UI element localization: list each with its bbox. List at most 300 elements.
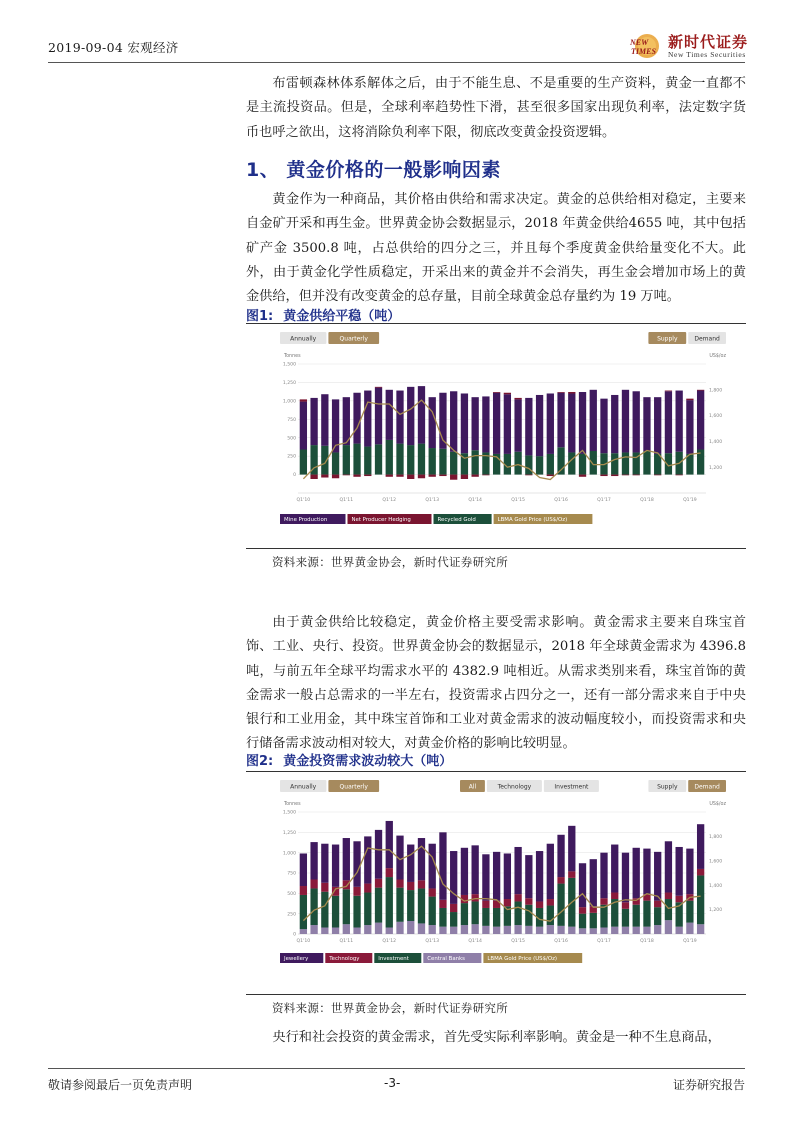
bar-jewellery xyxy=(310,842,317,879)
bar-recycled-gold xyxy=(525,455,532,474)
bar-central-banks xyxy=(353,927,360,934)
bar-recycled-gold xyxy=(611,453,618,474)
bar-investment xyxy=(600,905,607,928)
brand-name-cn: 新时代证券 xyxy=(668,33,749,51)
toggle-quarterly-button[interactable] xyxy=(328,780,379,792)
bar-jewellery xyxy=(429,844,436,889)
bar-net-producer-hedging xyxy=(633,475,640,476)
bar-investment xyxy=(633,905,640,927)
bar-mine-production xyxy=(643,397,650,451)
figure1-title: 黄金供给平稳（吨） xyxy=(283,309,401,324)
y-tick-label: 500 xyxy=(287,436,296,442)
bar-central-banks xyxy=(633,927,640,934)
x-tick-label: Q1'19 xyxy=(683,498,697,503)
footer-disclaimer: 敬请参阅最后一页免责声明 xyxy=(48,1078,193,1092)
bar-central-banks xyxy=(461,925,468,934)
bar-recycled-gold xyxy=(472,450,479,474)
bar-investment xyxy=(418,888,425,923)
bar-central-banks xyxy=(300,929,307,934)
bar-net-producer-hedging xyxy=(686,399,693,400)
y-tick-label: 1,250 xyxy=(282,830,296,836)
bar-central-banks xyxy=(547,925,554,934)
figure2-bottom-rule xyxy=(246,994,746,995)
figure2-number: 图2: xyxy=(246,754,274,769)
bar-net-producer-hedging xyxy=(321,475,328,478)
toggle-supply-button[interactable] xyxy=(648,332,686,344)
bar-mine-production xyxy=(386,390,393,440)
bar-jewellery xyxy=(482,854,489,900)
bar-mine-production xyxy=(686,400,693,454)
bar-technology xyxy=(536,901,543,908)
bar-technology xyxy=(321,883,328,892)
bar-recycled-gold xyxy=(343,445,350,474)
figure1-bottom-rule xyxy=(246,548,746,549)
bar-investment xyxy=(386,877,393,927)
svg-text:TIMES: TIMES xyxy=(631,47,656,56)
x-tick-label: Q1'14 xyxy=(468,498,482,503)
bar-jewellery xyxy=(407,845,414,882)
bar-jewellery xyxy=(654,852,661,901)
bar-net-producer-hedging xyxy=(461,475,468,479)
bar-mine-production xyxy=(482,396,489,452)
gold-price-line xyxy=(303,400,700,479)
bar-central-banks xyxy=(676,927,683,934)
bar-central-banks xyxy=(665,920,672,934)
bar-investment xyxy=(407,890,414,921)
bar-net-producer-hedging xyxy=(600,475,607,476)
y-axis-unit-left: Tonnes xyxy=(284,802,301,807)
bar-recycled-gold xyxy=(407,445,414,474)
bar-mine-production xyxy=(353,393,360,444)
bar-central-banks xyxy=(375,923,382,934)
intro-paragraph: 布雷顿森林体系解体之后，由于不能生息、不是重要的生产资料，黄金一直都不是主流投资品。但是，全球利率趋势性下滑，甚至很多国家出现负利率，法定数字货币也呼之欲出，这将消除负利率下限，彻底改变黄金投资逻辑。 xyxy=(246,76,746,140)
bar-jewellery xyxy=(439,832,446,900)
bar-investment xyxy=(429,897,436,925)
bar-jewellery xyxy=(568,826,575,872)
bar-central-banks xyxy=(321,927,328,934)
bar-recycled-gold xyxy=(568,452,575,474)
bar-net-producer-hedging xyxy=(300,399,307,401)
bar-investment xyxy=(525,905,532,926)
toggle-annually-button-label: Annually xyxy=(290,335,317,343)
bar-net-producer-hedging xyxy=(375,387,382,388)
bar-technology xyxy=(310,880,317,889)
bar-investment xyxy=(654,907,661,925)
bar-mine-production xyxy=(568,393,575,452)
bar-jewellery xyxy=(321,844,328,883)
bar-mine-production xyxy=(396,391,403,444)
y-axis-unit-left: Tonnes xyxy=(284,354,301,359)
x-tick-label: Q1'18 xyxy=(640,498,654,503)
bar-jewellery xyxy=(300,853,307,886)
bar-mine-production xyxy=(321,394,328,446)
toggle-demand-button[interactable] xyxy=(688,780,726,792)
bar-technology xyxy=(547,899,554,906)
bar-recycled-gold xyxy=(579,454,586,475)
supply-paragraph: 黄金作为一种商品，其价格由供给和需求决定。黄金的总供给相对稳定，主要来自金矿开采和再生金。世界黄金协会数据显示，2018 年黄金供给4655 吨，其中包括矿产金 3500.8 吨，占总供给的四分之三，并且每个季度黄金供给量变化不大。此外，由于黄金化学性质稳定，开采出来的黄金并不会消失，再生金会增加市场上的黄金供给，但并没有改变黄金的总存量，目前全球黄金总存量约为 19 万吨。 xyxy=(246,192,746,305)
toggle-quarterly-button[interactable] xyxy=(328,332,379,344)
bar-jewellery xyxy=(332,845,339,887)
y2-tick-label: 1,800 xyxy=(709,835,723,840)
bar-technology xyxy=(472,894,479,901)
bar-technology xyxy=(450,904,457,912)
brand-name-en: New Times Securities xyxy=(668,50,746,59)
bar-jewellery xyxy=(418,838,425,880)
bar-jewellery xyxy=(579,863,586,907)
bar-investment xyxy=(461,903,468,925)
x-tick-label: Q1'17 xyxy=(597,498,611,503)
bar-net-producer-hedging xyxy=(579,475,586,477)
figure1-number: 图1: xyxy=(246,309,274,324)
bar-central-banks xyxy=(364,925,371,934)
bar-technology xyxy=(622,902,629,909)
bar-net-producer-hedging xyxy=(654,475,661,476)
toggle-quarterly-button-label: Quarterly xyxy=(339,335,368,343)
bar-investment xyxy=(697,875,704,924)
y2-tick-label: 1,600 xyxy=(709,414,723,420)
bar-net-producer-hedging xyxy=(439,475,446,476)
closing-paragraph: 央行和社会投资的黄金需求，首先受实际利率影响。黄金是一种不生息商品， xyxy=(272,1030,721,1045)
y-tick-label: 750 xyxy=(287,417,296,423)
bar-mine-production xyxy=(493,393,500,454)
bar-recycled-gold xyxy=(450,452,457,475)
bar-technology xyxy=(429,888,436,896)
bar-central-banks xyxy=(439,927,446,934)
svg-text:NEW: NEW xyxy=(630,38,649,47)
bar-recycled-gold xyxy=(429,448,436,475)
bar-investment xyxy=(482,908,489,926)
bar-jewellery xyxy=(525,855,532,898)
bar-mine-production xyxy=(461,393,468,453)
figure1-top-rule xyxy=(246,323,746,324)
y-tick-label: 1,000 xyxy=(282,399,296,405)
bar-recycled-gold xyxy=(665,453,672,474)
y2-tick-label: 1,400 xyxy=(709,883,723,889)
bar-central-banks xyxy=(622,927,629,934)
bar-recycled-gold xyxy=(332,452,339,474)
bar-net-producer-hedging xyxy=(557,392,564,393)
bar-recycled-gold xyxy=(547,454,554,475)
bar-mine-production xyxy=(300,402,307,450)
figure1-chart xyxy=(276,328,730,526)
y-tick-label: 1,250 xyxy=(282,381,296,387)
filter-investment-button[interactable] xyxy=(544,780,599,792)
bar-investment xyxy=(343,889,350,924)
bar-technology xyxy=(525,898,532,905)
y-tick-label: 500 xyxy=(287,891,296,897)
bar-central-banks xyxy=(310,925,317,934)
filter-technology-button[interactable] xyxy=(487,780,542,792)
y2-tick-label: 1,200 xyxy=(709,908,723,914)
bar-net-producer-hedging xyxy=(343,475,350,476)
bar-mine-production xyxy=(590,390,597,451)
gold-price-line xyxy=(303,846,700,921)
bar-technology xyxy=(568,871,575,878)
bar-net-producer-hedging xyxy=(353,475,360,477)
legend-label: Central Banks xyxy=(427,956,466,962)
bar-central-banks xyxy=(611,927,618,934)
bar-net-producer-hedging xyxy=(450,475,457,480)
bar-investment xyxy=(622,909,629,927)
bar-recycled-gold xyxy=(396,444,403,475)
bar-mine-production xyxy=(429,397,436,448)
figure1-caption xyxy=(246,305,400,324)
bar-jewellery xyxy=(343,838,350,880)
header-divider xyxy=(48,62,745,63)
bar-jewellery xyxy=(375,830,382,879)
bar-technology xyxy=(611,893,618,900)
bar-technology xyxy=(514,894,521,901)
filter-all-button[interactable] xyxy=(460,780,485,792)
bar-central-banks xyxy=(493,927,500,934)
toggle-demand-button-label: Demand xyxy=(694,783,720,791)
y-tick-label: 750 xyxy=(287,871,296,877)
bar-central-banks xyxy=(654,925,661,934)
bar-mine-production xyxy=(600,399,607,454)
bar-central-banks xyxy=(343,924,350,934)
bar-technology xyxy=(676,896,683,903)
bar-mine-production xyxy=(611,395,618,453)
bar-jewellery xyxy=(557,835,564,877)
bar-jewellery xyxy=(493,852,500,901)
bar-recycled-gold xyxy=(439,449,446,475)
bar-technology xyxy=(697,869,704,876)
bar-jewellery xyxy=(590,859,597,906)
bar-recycled-gold xyxy=(375,444,382,474)
bar-technology xyxy=(418,880,425,888)
bar-recycled-gold xyxy=(300,450,307,475)
bar-mine-production xyxy=(557,393,564,448)
bar-recycled-gold xyxy=(386,440,393,475)
x-tick-label: Q1'16 xyxy=(554,939,568,944)
bar-mine-production xyxy=(536,395,543,456)
bar-net-producer-hedging xyxy=(622,475,629,476)
footer-report-type: 证券研究报告 xyxy=(673,1078,746,1092)
y-tick-label: 0 xyxy=(293,473,296,479)
y-tick-label: 250 xyxy=(287,454,296,460)
bar-mine-production xyxy=(450,391,457,451)
bar-jewellery xyxy=(665,841,672,892)
bar-jewellery xyxy=(633,848,640,898)
x-tick-label: Q1'19 xyxy=(683,939,697,944)
filter-all-button-label: All xyxy=(468,783,477,791)
bar-investment xyxy=(643,901,650,927)
bar-central-banks xyxy=(514,925,521,934)
bar-central-banks xyxy=(418,923,425,934)
bar-technology xyxy=(386,868,393,877)
bar-net-producer-hedging xyxy=(407,475,414,479)
bar-investment xyxy=(375,888,382,923)
bar-jewellery xyxy=(364,836,371,883)
bar-net-producer-hedging xyxy=(396,475,403,477)
header-date-section: 2019-09-04 宏观经济 xyxy=(48,40,179,55)
bar-investment xyxy=(590,913,597,928)
bar-investment xyxy=(364,893,371,926)
bar-investment xyxy=(396,888,403,922)
y-tick-label: 0 xyxy=(293,932,296,938)
bar-mine-production xyxy=(547,393,554,453)
figure2-source: 资料来源：世界黄金协会，新时代证券研究所 xyxy=(272,1001,508,1015)
filter-technology-button-label: Technology xyxy=(497,783,532,791)
x-tick-label: Q1'11 xyxy=(339,939,354,944)
figure2-chart xyxy=(276,776,730,966)
bar-technology xyxy=(343,880,350,889)
bar-net-producer-hedging xyxy=(665,391,672,392)
toggle-supply-button[interactable] xyxy=(648,780,686,792)
bar-mine-production xyxy=(633,391,640,452)
bar-net-producer-hedging xyxy=(472,475,479,477)
bar-net-producer-hedging xyxy=(514,398,521,399)
y-tick-label: 1,000 xyxy=(282,851,296,857)
legend-label: Mine Production xyxy=(284,517,328,523)
x-tick-label: Q1'12 xyxy=(382,498,397,503)
bar-recycled-gold xyxy=(643,451,650,475)
bar-investment xyxy=(557,884,564,926)
bar-jewellery xyxy=(472,845,479,894)
y2-tick-label: 1,400 xyxy=(709,440,723,445)
bar-mine-production xyxy=(343,397,350,445)
bar-mine-production xyxy=(665,391,672,453)
bar-central-banks xyxy=(579,928,586,934)
bar-net-producer-hedging xyxy=(482,475,489,476)
y2-tick-label: 1,600 xyxy=(709,859,723,865)
figure2-title: 黄金投资需求波动较大（吨） xyxy=(283,754,453,769)
bar-technology xyxy=(665,893,672,900)
bar-technology xyxy=(654,901,661,908)
bar-recycled-gold xyxy=(590,451,597,475)
bar-net-producer-hedging xyxy=(611,475,618,476)
bar-investment xyxy=(472,901,479,924)
bar-technology xyxy=(353,887,360,896)
legend-label: Jewellery xyxy=(284,956,309,962)
legend-label: LBMA Gold Price (US$/Oz) xyxy=(497,517,568,523)
footer-divider xyxy=(48,1068,745,1069)
bar-central-banks xyxy=(697,924,704,934)
bar-jewellery xyxy=(536,851,543,901)
y2-tick-label: 1,800 xyxy=(709,388,723,394)
bar-net-producer-hedging xyxy=(676,475,683,476)
section-title: 1、 黄金价格的一般影响因素 xyxy=(246,159,501,181)
bar-mine-production xyxy=(676,391,683,452)
toggle-supply-button-label: Supply xyxy=(657,335,678,343)
y-axis-unit-right: US$/oz xyxy=(709,802,726,807)
bar-investment xyxy=(514,901,521,925)
toggle-demand-button[interactable] xyxy=(688,332,726,344)
bar-mine-production xyxy=(407,387,414,445)
footer-page-number: -3- xyxy=(384,1076,401,1090)
supply-chart-svg xyxy=(276,328,730,526)
bar-investment xyxy=(353,896,360,928)
bar-net-producer-hedging xyxy=(418,475,425,479)
bar-mine-production xyxy=(622,390,629,453)
demand-paragraph: 由于黄金供给比较稳定，黄金价格主要受需求影响。黄金需求主要来自珠宝首饰、工业、央行、投资。世界黄金协会的数据显示，2018 年全球黄金需求为 4396.8 吨，与前五年全球平均需求水平的 4382.9 吨相近。从需求类别来看，珠宝首饰的黄金需求一般占总需求的一半左右，投资需求占四分之一，还有一部分需求来自于中央银行和工业用金，其中珠宝首饰和工业对黄金需求的波动幅度较小，而投资需求和央行储备需求波动相对较大，对黄金价格的影响比较明显。 xyxy=(246,615,746,752)
bar-central-banks xyxy=(536,927,543,934)
bar-jewellery xyxy=(504,853,511,899)
bar-investment xyxy=(665,899,672,920)
y-axis-unit-right: US$/oz xyxy=(709,354,726,359)
bar-jewellery xyxy=(600,853,607,899)
bar-net-producer-hedging xyxy=(386,475,393,477)
bar-mine-production xyxy=(472,397,479,450)
bar-jewellery xyxy=(676,847,683,896)
bar-central-banks xyxy=(643,927,650,934)
x-tick-label: Q1'16 xyxy=(554,498,568,503)
bar-technology xyxy=(557,877,564,884)
bar-investment xyxy=(547,906,554,926)
bar-central-banks xyxy=(482,926,489,934)
bar-central-banks xyxy=(686,923,693,934)
bar-mine-production xyxy=(579,392,586,454)
x-tick-label: Q1'11 xyxy=(339,498,354,503)
toggle-annually-button-label: Annually xyxy=(290,783,317,791)
bar-investment xyxy=(310,888,317,925)
demand-chart-svg xyxy=(276,776,730,966)
x-tick-label: Q1'10 xyxy=(296,939,311,944)
x-tick-label: Q1'10 xyxy=(296,498,311,503)
toggle-quarterly-button-label: Quarterly xyxy=(339,783,368,791)
legend-label: Net Producer Hedging xyxy=(351,517,411,523)
bar-mine-production xyxy=(525,398,532,455)
bar-mine-production xyxy=(504,394,511,454)
bar-technology xyxy=(504,899,511,906)
bar-net-producer-hedging xyxy=(525,475,532,476)
bar-jewellery xyxy=(643,849,650,895)
bar-central-banks xyxy=(429,925,436,934)
x-tick-label: Q1'15 xyxy=(511,498,525,503)
bar-recycled-gold xyxy=(418,444,425,475)
bar-net-producer-hedging xyxy=(493,392,500,393)
bar-recycled-gold xyxy=(536,456,543,474)
bar-technology xyxy=(482,901,489,908)
bar-investment xyxy=(493,908,500,927)
bar-jewellery xyxy=(611,845,618,893)
legend-label: Investment xyxy=(378,956,409,962)
bar-net-producer-hedging xyxy=(547,475,554,476)
bar-net-producer-hedging xyxy=(310,475,317,479)
toggle-annually-button[interactable] xyxy=(280,780,326,792)
bar-jewellery xyxy=(686,849,693,895)
bar-technology xyxy=(407,882,414,890)
bar-mine-production xyxy=(364,391,371,447)
bar-technology xyxy=(300,886,307,895)
bar-technology xyxy=(364,884,371,893)
x-tick-label: Q1'14 xyxy=(468,939,482,944)
x-tick-label: Q1'17 xyxy=(597,939,611,944)
x-tick-label: Q1'13 xyxy=(425,498,440,503)
toggle-annually-button[interactable] xyxy=(280,332,326,344)
x-tick-label: Q1'18 xyxy=(640,939,654,944)
bar-investment xyxy=(332,896,339,928)
bar-central-banks xyxy=(407,921,414,934)
bar-central-banks xyxy=(590,928,597,934)
bar-jewellery xyxy=(547,844,554,899)
bar-jewellery xyxy=(461,848,468,895)
bar-mine-production xyxy=(514,399,521,451)
bar-central-banks xyxy=(504,926,511,934)
bar-technology xyxy=(579,907,586,914)
bar-central-banks xyxy=(386,927,393,934)
bar-jewellery xyxy=(622,853,629,903)
bar-net-producer-hedging xyxy=(332,475,339,479)
bar-mine-production xyxy=(310,398,317,445)
bar-central-banks xyxy=(568,927,575,934)
filter-investment-button-label: Investment xyxy=(554,783,589,791)
bar-central-banks xyxy=(332,927,339,934)
x-tick-label: Q1'12 xyxy=(382,939,397,944)
bar-central-banks xyxy=(557,926,564,934)
toggle-demand-button-label: Demand xyxy=(694,335,720,343)
bar-mine-production xyxy=(654,397,661,454)
